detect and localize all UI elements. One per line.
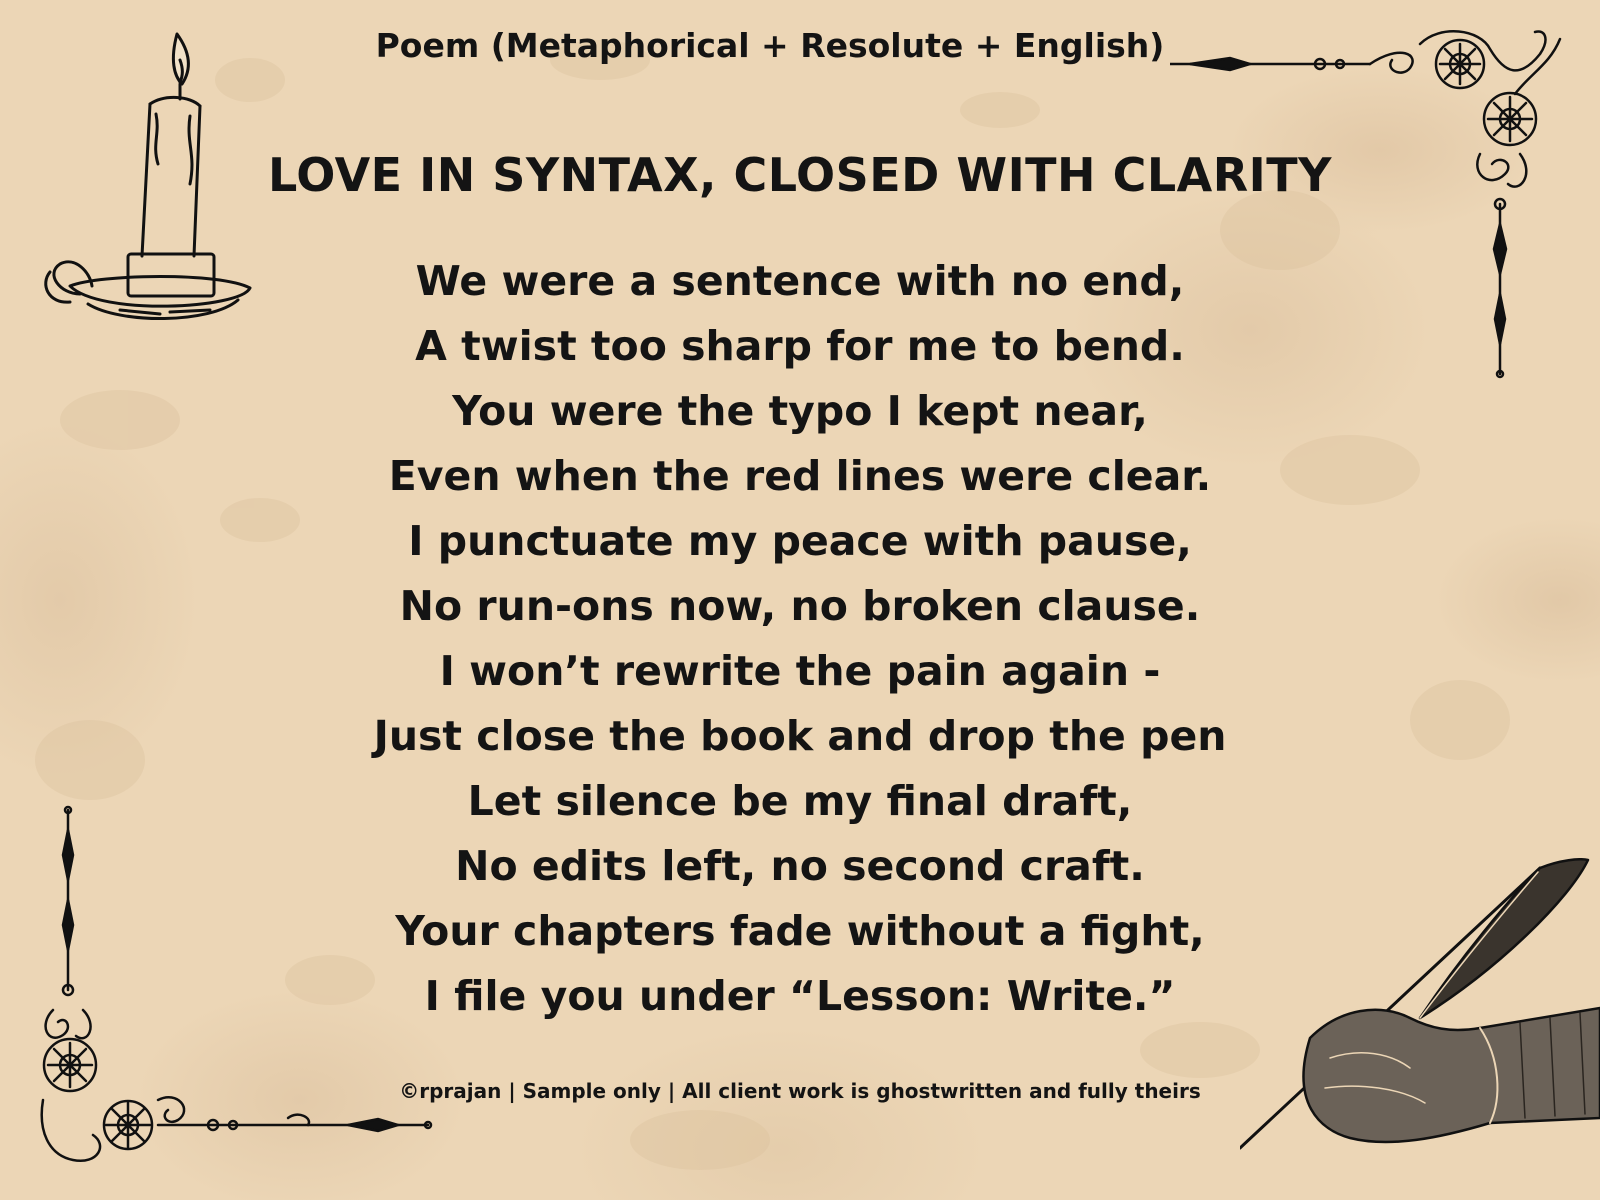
poem-line: Your chapters fade without a fight,	[395, 907, 1205, 955]
poem-title: LOVE IN SYNTAX, CLOSED WITH CLARITY	[268, 148, 1332, 202]
poem-line: I won’t rewrite the pain again -	[439, 647, 1161, 695]
poem-line: I file you under “Lesson: Write.”	[424, 972, 1176, 1020]
poem-subtitle: Poem (Metaphorical + Resolute + English)	[375, 26, 1165, 65]
poem-line: A twist too sharp for me to bend.	[415, 322, 1185, 370]
poem-line: We were a sentence with no end,	[415, 257, 1185, 305]
poem-line: No run-ons now, no broken clause.	[399, 582, 1201, 630]
poem-line: Let silence be my final draft,	[467, 777, 1133, 825]
poem-line: I punctuate my peace with pause,	[408, 517, 1192, 565]
poem-line: Just close the book and drop the pen	[373, 712, 1227, 760]
copyright-footer: ©rprajan | Sample only | All client work is ghostwritten and fully theirs	[399, 1079, 1201, 1103]
poem-line: No edits left, no second craft.	[455, 842, 1145, 890]
poem-line: Even when the red lines were clear.	[388, 452, 1212, 500]
poem-body	[0, 249, 1600, 1029]
poem-line: You were the typo I kept near,	[452, 387, 1148, 435]
